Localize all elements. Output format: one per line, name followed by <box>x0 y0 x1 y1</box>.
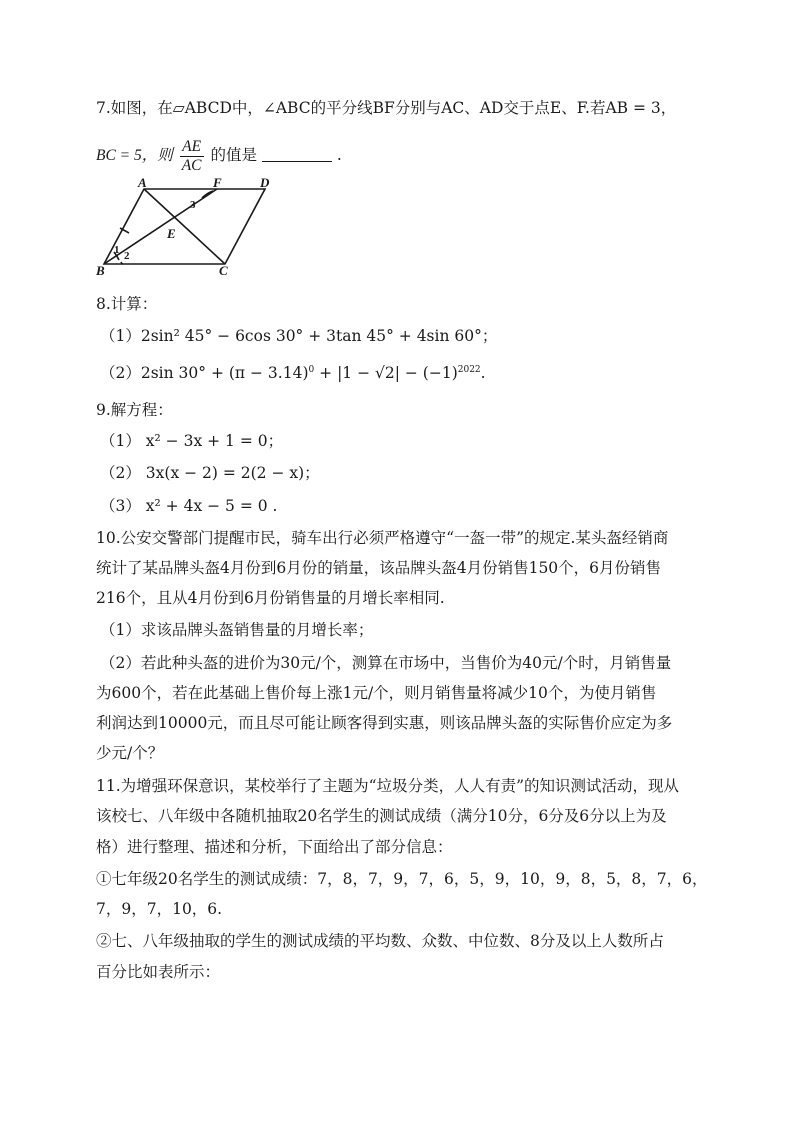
label-e: E <box>167 226 176 241</box>
label-d: D <box>260 176 270 190</box>
q8-part2-exponent: 2022 <box>457 365 481 375</box>
q7-line2-end: . <box>336 146 342 164</box>
angle-label-3: 3 <box>190 199 196 211</box>
q7-fraction-numerator: AE <box>180 138 204 157</box>
q10-part2-line4: 少元/个？ <box>96 744 164 762</box>
q9-part2: （2） 3x(x − 2) = 2(2 − x)； <box>100 464 320 482</box>
q8-part1: （1）2sin² 45° − 6cos 30° + 3tan 45° + 4sin 60°； <box>100 327 498 345</box>
q8-part2-start: （2）2sin 30° + (π − 3.14) <box>100 364 309 383</box>
angle-arc-2 <box>121 262 123 264</box>
q8-part2-end: . <box>480 364 486 383</box>
q11-line2: 该校七、八年级中各随机抽取20名学生的测试成绩（满分10分，6分及6分以上为及 <box>96 807 667 825</box>
q9-part1: （1） x² − 3x + 1 = 0； <box>100 432 284 450</box>
q8-part2 <box>100 359 486 384</box>
angle-label-1: 1 <box>114 244 120 256</box>
q7-line2-value-text: 的值是 <box>210 146 257 164</box>
q10-line1: 10.公安交警部门提醒市民，骑车出行必须严格遵守“一盔一带”的规定.某头盔经销商 <box>96 529 669 547</box>
q10-part1: （1）求该品牌头盔销售量的月增长率； <box>100 621 374 639</box>
q7-line2 <box>96 135 342 175</box>
q11-line7: 百分比如表所示： <box>96 963 221 981</box>
label-b: B <box>96 263 105 278</box>
q10-part2-line2: 为600个，若在此基础上售价每上涨1元/个，则月销售量将减少10个，为使月销售 <box>96 684 657 702</box>
label-a: A <box>138 176 147 190</box>
q10-line2: 统计了某品牌头盔4月份到6月份的销量，该品牌头盔4月份销售150个，6月份销售 <box>96 559 662 577</box>
q11-line1: 11.为增强环保意识，某校举行了主题为“垃圾分类，人人有责”的知识测试活动，现从 <box>96 777 680 795</box>
bisector-bf <box>104 189 217 264</box>
q7-line2-start: BC = 5，则 <box>96 147 173 164</box>
parallelogram-figure <box>92 176 282 278</box>
q7-line1: 7.如图，在▱ABCD中，∠ABC的平分线BF分别与AC、AD交于点E、F.若AB = 3， <box>96 99 677 117</box>
q7-fraction-denominator: AC <box>181 156 202 174</box>
label-f: F <box>213 176 222 190</box>
q11-line3: 格）进行整理、描述和分析，下面给出了部分信息： <box>96 838 453 856</box>
q8-part2-middle: + |1 − √2| − (−1) <box>314 364 458 383</box>
q9-part3: （3） x² + 4x − 5 = 0 . <box>100 497 278 515</box>
q9-title: 9.解方程： <box>96 401 173 419</box>
diagonal-ac <box>144 189 225 264</box>
q10-line3: 216个，且从4月份到6月份销售量的月增长率相同. <box>96 589 445 607</box>
q11-line6: ②七、八年级抽取的学生的测试成绩的平均数、众数、中位数、8分及以上人数所占 <box>96 932 664 950</box>
q11-line4: ①七年级20名学生的测试成绩：7，8，7，9，7，6，5，9，10，9，8，5，8，7，6， <box>96 870 708 888</box>
angle-arc-3 <box>202 191 213 198</box>
angle-label-2: 2 <box>124 250 130 262</box>
label-c: C <box>219 263 228 278</box>
answer-blank[interactable] <box>262 146 332 162</box>
q11-line5: 7，9，7，10，6. <box>96 900 223 918</box>
q7-fraction <box>180 138 204 175</box>
q8-part2-exponent-zero: 0 <box>308 365 315 375</box>
q10-part2-line3: 利润达到10000元，而且尽可能让顾客得到实惠，则该品牌头盔的实际售价应定为多 <box>96 714 673 732</box>
q8-title: 8.计算： <box>96 295 158 313</box>
q10-part2-line1: （2）若此种头盔的进价为30元/个，测算在市场中，当售价为40元/个时，月销售量 <box>100 654 672 672</box>
